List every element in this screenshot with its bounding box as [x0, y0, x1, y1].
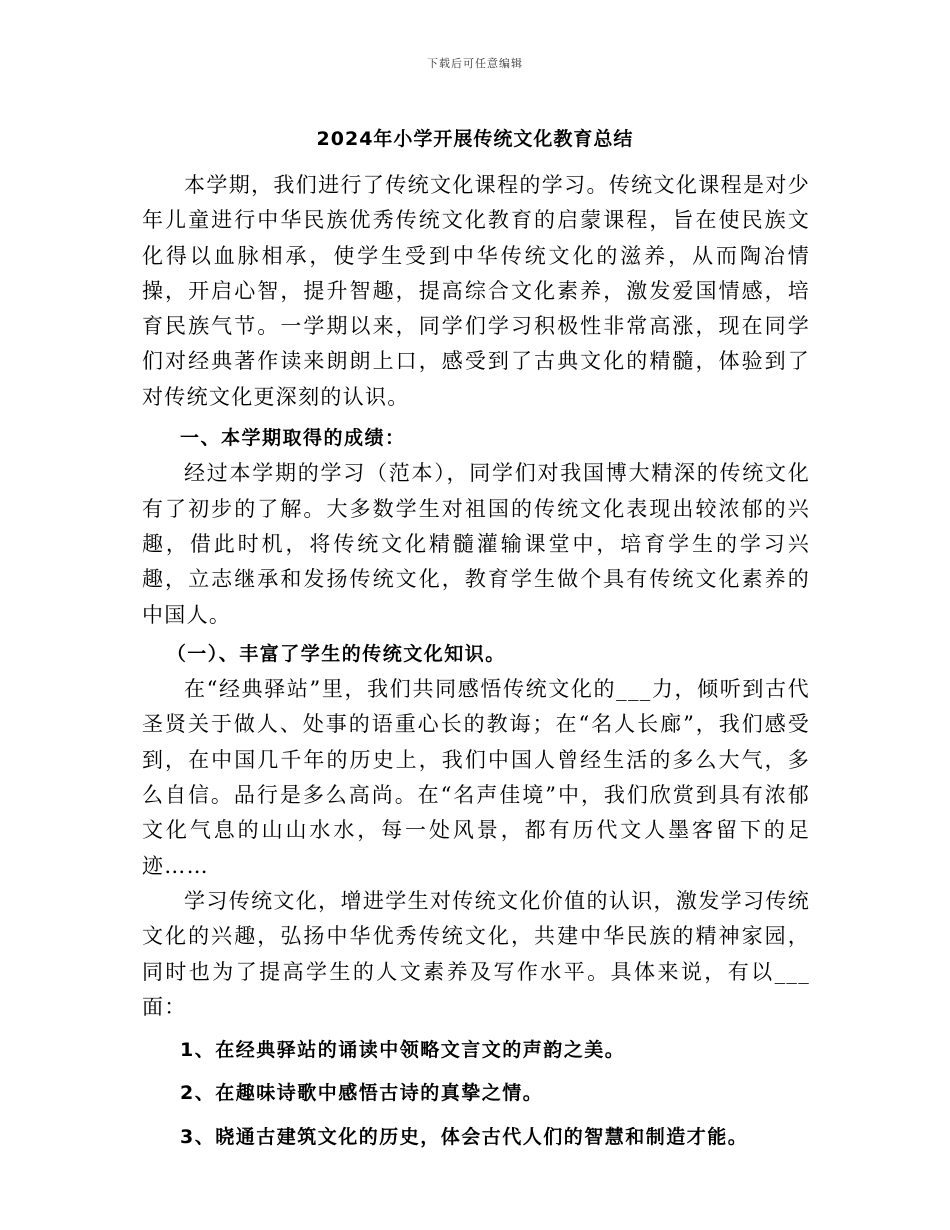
- subsection-heading-knowledge: （一）、丰富了学生的传统文化知识。: [166, 642, 506, 665]
- section-heading-achievements: 一、本学期取得的成绩：: [180, 427, 406, 450]
- list-item: 2、在趣味诗歌中感悟古诗的真挚之情。: [180, 1082, 544, 1105]
- document-title: 2024年小学开展传统文化教育总结: [316, 128, 634, 150]
- list-item: 1、在经典驿站的诵读中领略文言文的声韵之美。: [180, 1039, 626, 1062]
- intro-paragraph: 本学期，我们进行了传统文化课程的学习。传统文化课程是对少年儿童进行中华民族优秀传统文化教育的启蒙课程，旨在使民族文化得以血脉相承，使学生受到中华传统文化的滋养，从而陶冶情操，开启心智，提升智趣，提高综合文化素养，激发爱国情感，培育民族气节。一学期以来，同学们学习积极性非常高涨，现在同学们对经典著作读来朗朗上口，感受到了古典文化的精髓，体验到了对传统文化更深刻的认识。: [142, 173, 810, 409]
- header-note: 下载后可任意编辑: [427, 57, 523, 70]
- knowledge-paragraph-2: 学习传统文化，增进学生对传统文化价值的认识，激发学习传统文化的兴趣，弘扬中华优秀传统文化，共建中华民族的精神家园，同时也为了提高学生的人文素养及写作水平。具体来说，有以___面：: [142, 888, 810, 1019]
- achievements-paragraph: 经过本学期的学习（范本），同学们对我国博大精深的传统文化有了初步的了解。大多数学生对祖国的传统文化表现出较浓郁的兴趣，借此时机，将传统文化精髓灌输课堂中，培育学生的学习兴趣，立志继承和发扬传统文化，教育学生做个具有传统文化素养的中国人。: [142, 461, 810, 627]
- document-body: [142, 168, 810, 1155]
- list-item: 3、晓通古建筑文化的历史，体会古代人们的智慧和制造才能。: [180, 1125, 749, 1148]
- knowledge-paragraph: 在“经典驿站”里，我们共同感悟传统文化的___力，倾听到古代圣贤关于做人、处事的语重心长的教诲；在“名人长廊”，我们感受到，在中国几千年的历史上，我们中国人曾经生活的多么大气，多么自信。品行是多么高尚。在“名声佳境”中，我们欣赏到具有浓郁文化气息的山山水水，每一处风景，都有历代文人墨客留下的足迹……: [142, 677, 810, 878]
